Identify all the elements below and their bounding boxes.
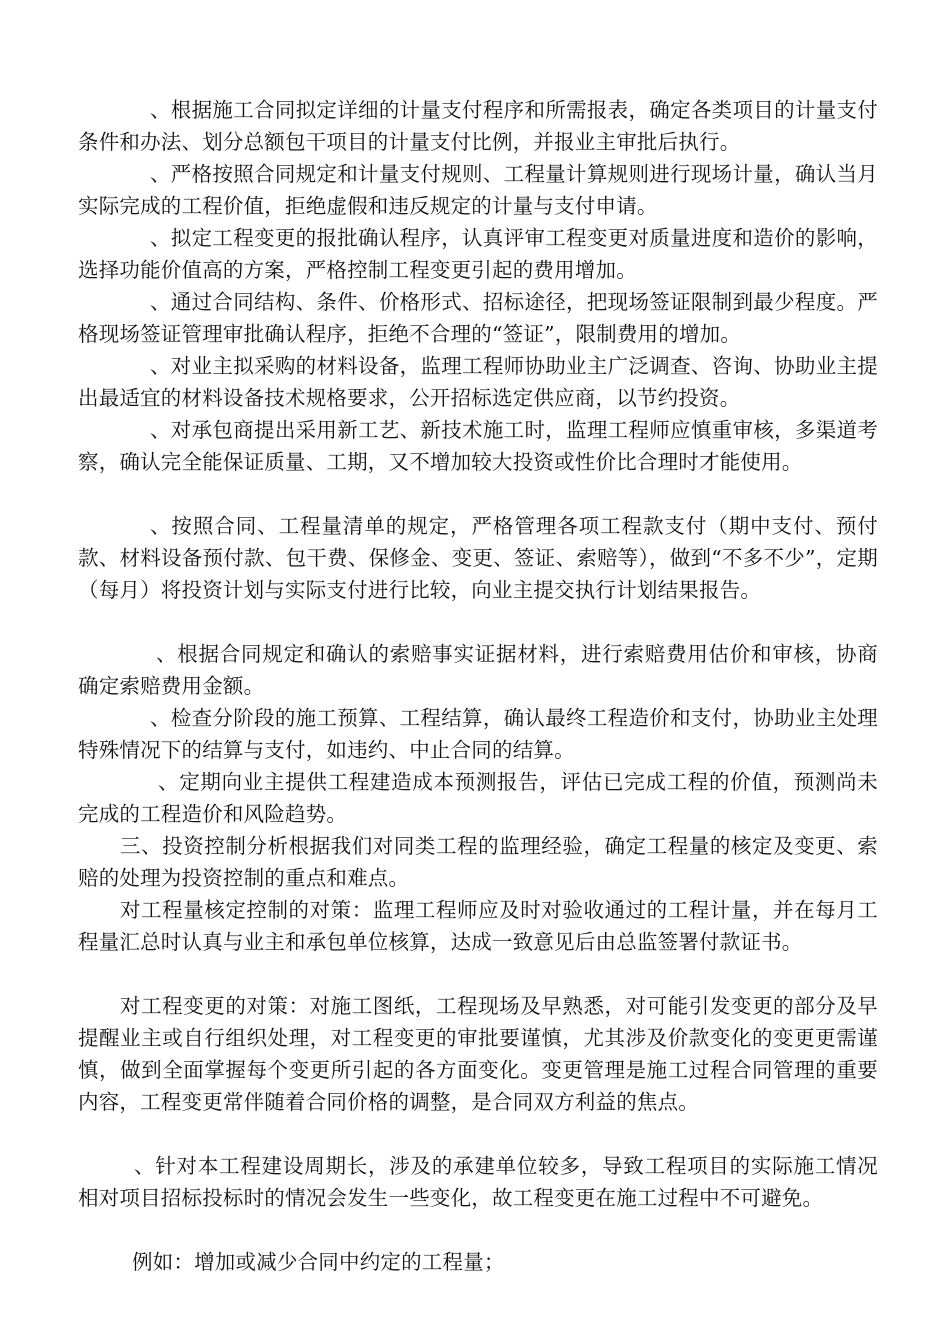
paragraph-12: 对工程量核定控制的对策：监理工程师应及时对验收通过的工程计量，并在每月工程量汇总时认真与业主和承包单位核算，达成一致意见后由总监签署付款证书。 xyxy=(78,898,878,954)
paragraph-6: 、对承包商提出采用新工艺、新技术施工时，监理工程师应慎重审核，多渠道考察，确认完全能保证质量、工期，又不增加较大投资或性价比合理时才能使用。 xyxy=(78,418,878,474)
paragraph-11: 三、投资控制分析根据我们对同类工程的监理经验，确定工程量的核定及变更、索赔的处理为投资控制的重点和难点。 xyxy=(78,834,878,890)
paragraph-9: 、检查分阶段的施工预算、工程结算，确认最终工程造价和支付，协助业主处理特殊情况下的结算与支付，如违约、中止合同的结算。 xyxy=(78,706,878,762)
paragraph-14: 、针对本工程建设周期长，涉及的承建单位较多，导致工程项目的实际施工情况相对项目招标投标时的情况会发生一些变化，故工程变更在施工过程中不可避免。 xyxy=(78,1154,878,1210)
paragraph-7: 、按照合同、工程量清单的规定，严格管理各项工程款支付（期中支付、预付款、材料设备预付款、包干费、保修金、变更、签证、索赔等），做到“不多不少”，定期（每月）将投资计划与实际支付进行比较，向业主提交执行计划结果报告。 xyxy=(78,514,878,602)
paragraph-4: 、通过合同结构、条件、价格形式、招标途径，把现场签证限制到最少程度。严格现场签证管理审批确认程序，拒绝不合理的“签证”，限制费用的增加。 xyxy=(78,290,878,346)
paragraph-3: 、拟定工程变更的报批确认程序，认真评审工程变更对质量进度和造价的影响，选择功能价值高的方案，严格控制工程变更引起的费用增加。 xyxy=(78,226,878,282)
paragraph-8: 、根据合同规定和确认的索赔事实证据材料，进行索赔费用估价和审核，协商确定索赔费用金额。 xyxy=(78,642,878,698)
paragraph-2: 、严格按照合同规定和计量支付规则、工程量计算规则进行现场计量，确认当月实际完成的工程价值，拒绝虚假和违反规定的计量与支付申请。 xyxy=(78,162,878,218)
paragraph-1: 、根据施工合同拟定详细的计量支付程序和所需报表，确定各类项目的计量支付条件和办法、划分总额包干项目的计量支付比例，并报业主审批后执行。 xyxy=(78,98,878,154)
paragraph-5: 、对业主拟采购的材料设备，监理工程师协助业主广泛调查、咨询、协助业主提出最适宜的材料设备技术规格要求，公开招标选定供应商，以节约投资。 xyxy=(78,354,878,410)
paragraph-13: 对工程变更的对策：对施工图纸，工程现场及早熟悉，对可能引发变更的部分及早提醒业主或自行组织处理，对工程变更的审批要谨慎，尤其涉及价款变化的变更更需谨慎，做到全面掌握每个变更所引起的各方面变化。变更管理是施工过程合同管理的重要内容，工程变更常伴随着合同价格的调整，是合同双方利益的焦点。 xyxy=(78,994,878,1114)
paragraph-10: 、定期向业主提供工程建造成本预测报告，评估已完成工程的价值，预测尚未完成的工程造价和风险趋势。 xyxy=(78,770,878,826)
paragraph-15: 例如：增加或减少合同中约定的工程量； xyxy=(132,1250,505,1274)
